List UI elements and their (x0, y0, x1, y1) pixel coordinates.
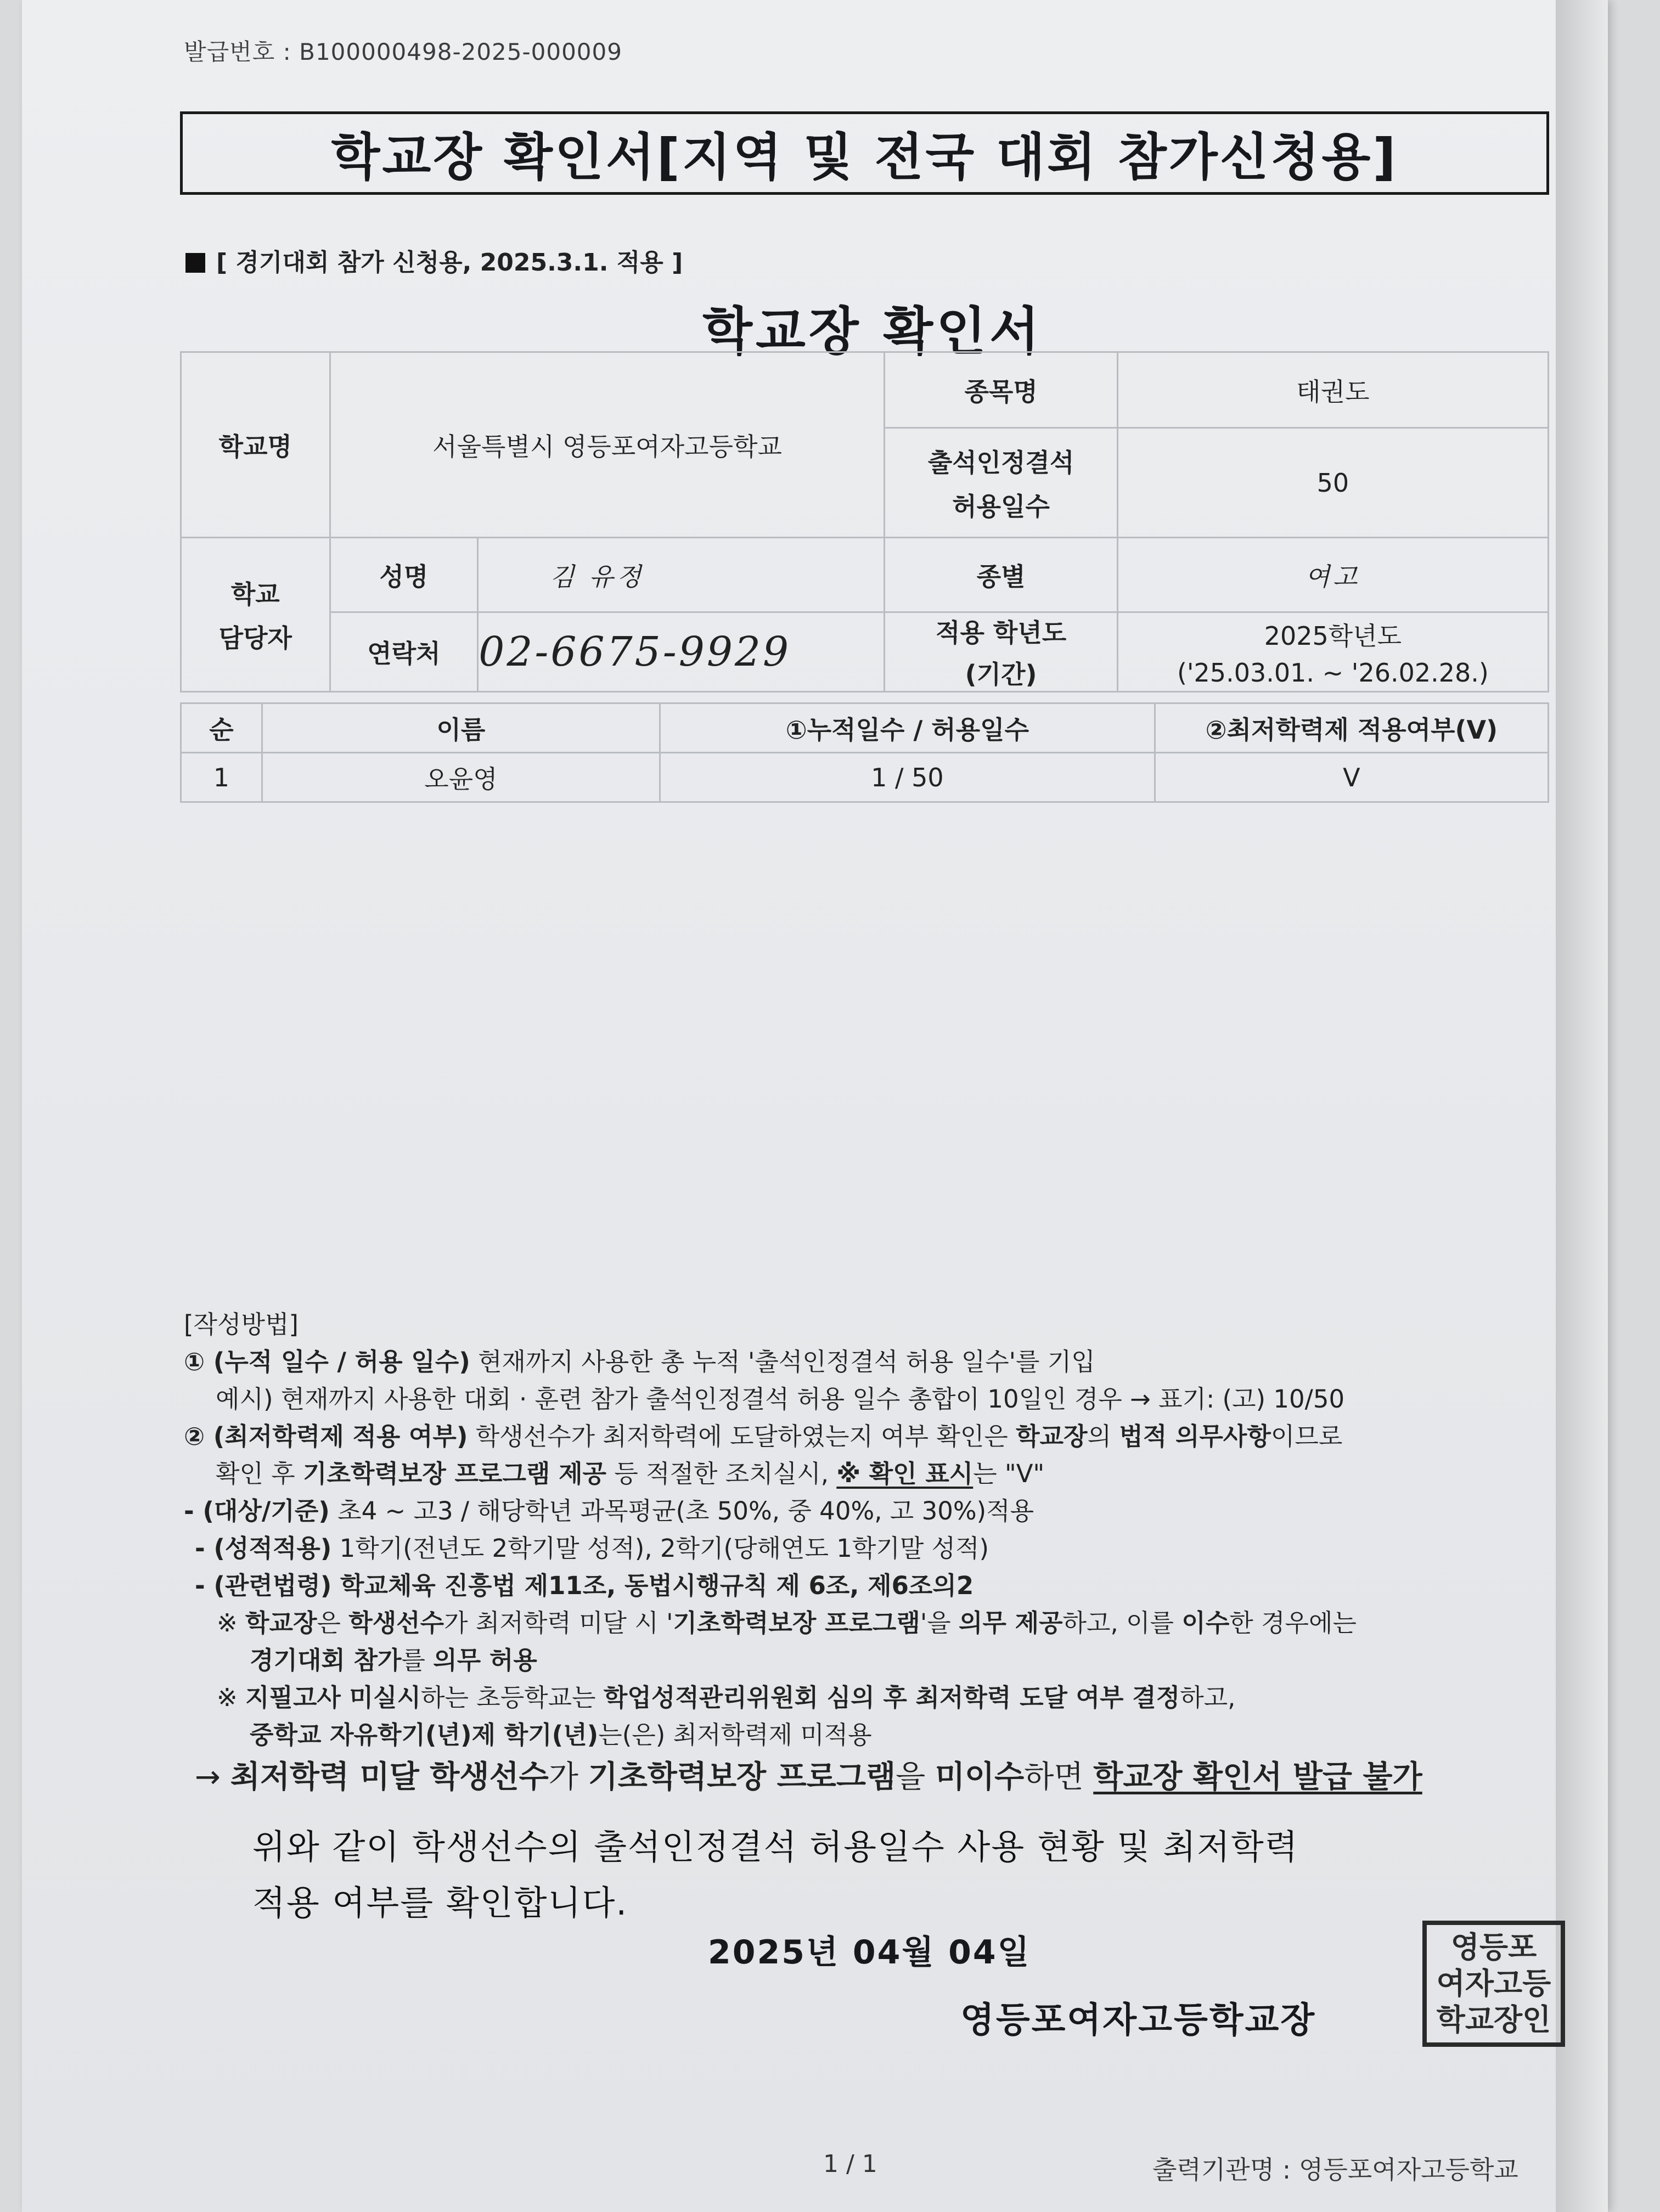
year-value-line1: 2025학년도 (1264, 621, 1402, 651)
instruction-text: 법적 의무사항 (1119, 1422, 1271, 1451)
instruction-text: 의무 허용 (433, 1646, 537, 1675)
instruction-text: 의무 제공 (959, 1608, 1063, 1637)
confirmation-line-2: 적용 여부를 확인합니다. (252, 1883, 628, 1923)
name-value: 김 유정 (478, 538, 885, 612)
instruction-text: 중학교 자유학기(년)제 학기(년) (250, 1720, 599, 1749)
column-header: ②최저학력제 적용여부(V) (1155, 703, 1548, 753)
category-label: 종별 (885, 538, 1117, 612)
year-label (885, 612, 1117, 692)
instruction-text: 확인 후 (216, 1459, 303, 1488)
instruction-text: 은 (317, 1608, 349, 1637)
year-value-line2: ('25.03.01. ~ '26.02.28.) (1177, 658, 1489, 688)
printed-by: 출력기관명 : 영등포여자고등학교 (1152, 2155, 1518, 2185)
student-name-cell: 오윤영 (262, 753, 660, 802)
year-label-line1: 적용 학년도 (936, 618, 1067, 648)
days-cell: 1 / 50 (660, 753, 1155, 802)
instruction-line (184, 1567, 1556, 1605)
column-header: 순 (181, 703, 262, 753)
instruction-text: 가 최저학력 미달 시 ' (444, 1608, 673, 1637)
table-row (181, 753, 1549, 802)
instruction-text: '을 (920, 1608, 959, 1637)
instruction-text: 1학기(전년도 2학기말 성적), 2학기(당해연도 1학기말 성적) (331, 1534, 989, 1563)
instruction-text: 이므로 (1270, 1422, 1343, 1451)
instruction-text: 학교장 확인서 발급 불가 (1093, 1759, 1422, 1795)
instruction-text: 지필고사 미실시 (245, 1683, 421, 1712)
instruction-text: - (성적적용) (195, 1534, 332, 1563)
instruction-line (184, 1493, 1556, 1530)
subnote-text: [ 경기대회 참가 신청용, 2025.3.1. 적용 ] (216, 249, 683, 277)
category-value: 여고 (1117, 538, 1548, 612)
column-header: 이름 (262, 703, 660, 753)
instruction-text: ※ 확인 표시 (836, 1459, 974, 1488)
instruction-text: 하고, (1180, 1683, 1236, 1712)
school-label: 학교명 (181, 352, 330, 538)
instruction-text: 초4 ~ 고3 / 해당학년 과목평균(초 50%, 중 40%, 고 30%)적용 (329, 1496, 1034, 1526)
principal-name: 영등포여자고등학교장 (960, 2000, 1316, 2041)
confirmation-line-1: 위와 같이 학생선수의 출석인정결석 허용일수 사용 현황 및 최저학력 (252, 1827, 1299, 1867)
instruction-text: 는 "V" (973, 1459, 1045, 1488)
document-title: 학교장 확인서 (702, 302, 1043, 362)
row-number-cell: 1 (181, 753, 262, 802)
instruction-text: 하면 (1024, 1759, 1094, 1795)
instruction-text: 학생선수가 최저학력에 도달하였는지 여부 확인은 (468, 1422, 1016, 1451)
instruction-text: 현재까지 사용한 총 누적 '출석인정결석 허용 일수'를 기입 (470, 1347, 1095, 1376)
instruction-text: 기초학력보장 프로그램 제공 (303, 1459, 607, 1488)
manager-label-line2: 담당자 (218, 623, 292, 653)
instruction-text: 기초학력보장 프로그램 (588, 1759, 896, 1795)
instruction-text: 하는 초등학교는 (420, 1683, 604, 1712)
info-table (180, 351, 1549, 693)
instruction-text: 을 (896, 1759, 935, 1795)
writing-instructions (184, 1306, 1556, 1801)
seal-line-2: 여자고등 (1436, 1966, 1551, 2001)
school-value: 서울특별시 영등포여자고등학교 (330, 352, 885, 538)
instruction-text: 학생선수 (348, 1608, 444, 1637)
confirmation-statement (252, 1819, 1569, 1931)
year-label-line2: (기간) (965, 660, 1037, 689)
seal-mark (1437, 1929, 1551, 2038)
issue-number: 발급번호 : B100000498-2025-000009 (184, 38, 622, 65)
subnote (185, 243, 683, 278)
instruction-text: → (195, 1759, 230, 1795)
instruction-text: 가 (548, 1759, 588, 1795)
absence-days-label-line2: 허용일수 (952, 491, 1050, 521)
instruction-text: 학교장 (1016, 1422, 1088, 1451)
instruction-text: 의 (1087, 1422, 1119, 1451)
sport-value: 태권도 (1117, 352, 1548, 428)
instruction-text: 기초학력보장 프로그램 (673, 1608, 920, 1637)
instruction-text: 한 경우에는 (1229, 1608, 1357, 1637)
absence-days-label-line1: 출석인정결석 (927, 447, 1074, 477)
check-cell: V (1155, 753, 1548, 802)
absence-days-label (885, 428, 1117, 538)
instruction-line (184, 1754, 1556, 1801)
instruction-text: 미이수 (935, 1759, 1025, 1795)
instruction-line: 예시) 현재까지 사용한 대회 · 훈련 참가 출석인정결석 허용 일수 총합이 10일인 경우 → 표기: (고) 10/50 (216, 1384, 1345, 1414)
instruction-text: ② (최저학력제 적용 여부) (184, 1422, 468, 1451)
sport-label: 종목명 (885, 352, 1117, 428)
issue-date: 2025년 04월 04일 (708, 1933, 1031, 1972)
instruction-line (184, 1605, 1556, 1642)
instruction-line (184, 1716, 1556, 1754)
instruction-text: 최저학력 미달 학생선수 (230, 1759, 549, 1795)
instruction-line (184, 1343, 1556, 1381)
instruction-text: 이수 (1181, 1608, 1230, 1637)
header-title: 학교장 확인서[지역 및 전국 대회 참가신청용] (180, 111, 1549, 195)
school-seal (1422, 1921, 1565, 2047)
page-number: 1 / 1 (823, 2150, 877, 2178)
instruction-text: - (관련법령) (195, 1571, 332, 1600)
instruction-text: 학교체육 진흥법 제11조, 동법시행규칙 제 6조, 제6조의2 (331, 1571, 974, 1600)
instruction-line (184, 1418, 1556, 1455)
instructions-title: [작성방법] (184, 1310, 299, 1339)
seal-line-3: 학교장인 (1436, 2002, 1551, 2037)
square-bullet-icon (185, 253, 205, 273)
contact-label: 연락처 (330, 612, 478, 692)
name-label: 성명 (330, 538, 478, 612)
instruction-text: - (대상/기준) (184, 1496, 330, 1526)
instruction-text: 를 (401, 1646, 434, 1675)
manager-label (181, 538, 330, 692)
manager-label-line1: 학교 (230, 579, 280, 609)
instruction-line (184, 1455, 1556, 1493)
year-value (1117, 612, 1548, 692)
instruction-line (184, 1679, 1556, 1716)
document-sheet (22, 0, 1608, 2212)
student-list-table (180, 702, 1549, 803)
instruction-text: 학업성적관리위원회 심의 후 최저학력 도달 여부 결정 (603, 1683, 1180, 1712)
instruction-text: 등 적절한 조치실시, (606, 1459, 837, 1488)
instruction-text: 경기대회 참가 (250, 1646, 402, 1675)
instruction-text: 하고, 이를 (1062, 1608, 1182, 1637)
instruction-text: 는(은) 최저학력제 미적용 (598, 1720, 872, 1749)
instruction-text: ※ (217, 1608, 246, 1637)
seal-line-1: 영등포 (1450, 1930, 1537, 1965)
instruction-line (184, 1642, 1556, 1679)
instruction-text: 학교장 (245, 1608, 317, 1637)
instruction-text: ※ (217, 1683, 246, 1712)
column-header: ①누적일수 / 허용일수 (660, 703, 1155, 753)
contact-value: 02-6675-9929 (478, 612, 885, 692)
absence-days-value: 50 (1117, 428, 1548, 538)
instruction-text: ① (누적 일수 / 허용 일수) (184, 1347, 470, 1376)
instruction-line (184, 1530, 1556, 1567)
